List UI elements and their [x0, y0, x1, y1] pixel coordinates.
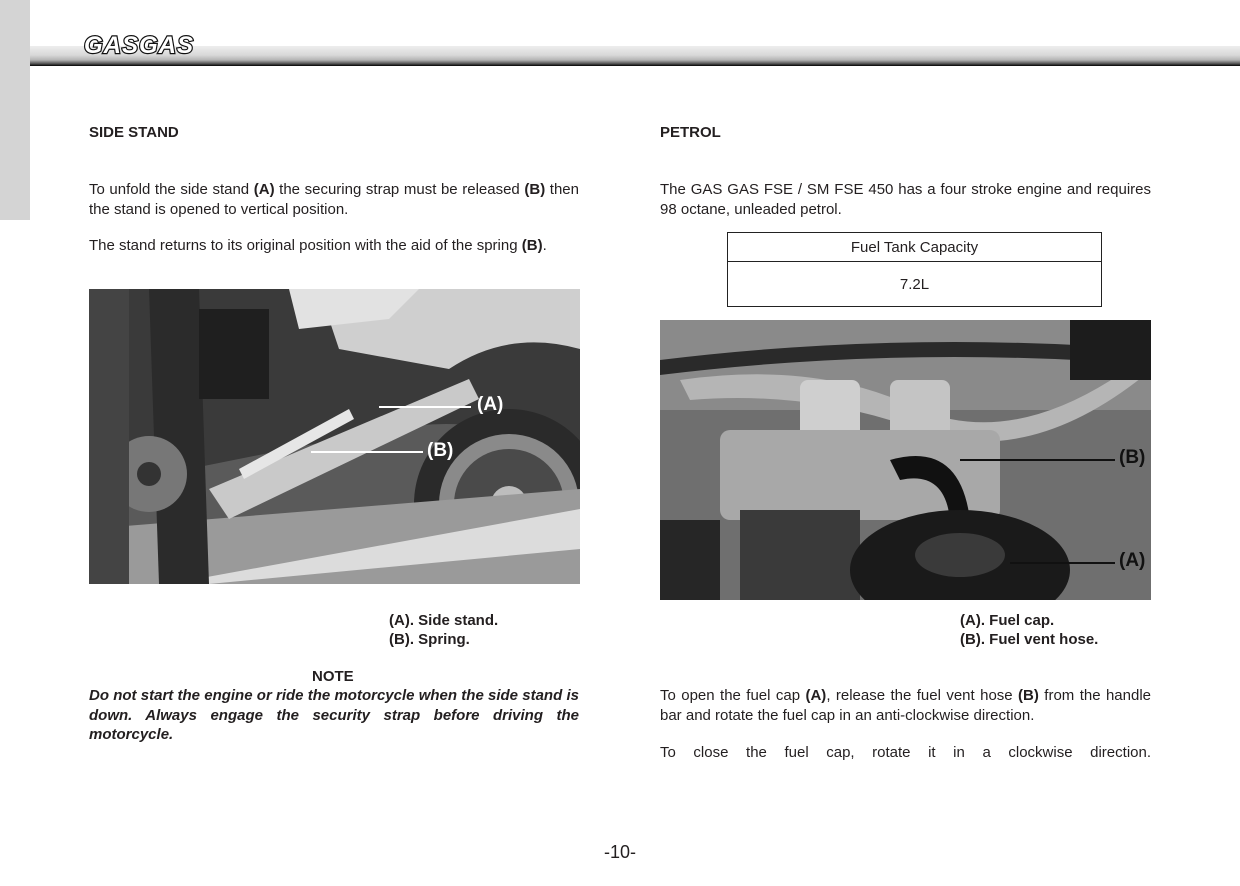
callout-b-label: (B) [427, 440, 454, 461]
petrol-intro: The GAS GAS FSE / SM FSE 450 has a four stroke engine and requires 98 octane, unleaded petrol. [660, 181, 1151, 218]
fuel-caption-b: (B). Fuel vent hose. [960, 631, 1099, 648]
text-run: then the stand is opened to vertical position. [89, 181, 579, 218]
callout-b-line [311, 451, 423, 453]
page-number: -10- [603, 842, 636, 862]
side-stand-caption-a: (A). Side stand. [389, 612, 499, 629]
bold-reference: (B) [1018, 687, 1039, 704]
text-run: . [542, 237, 547, 254]
section-heading-side-stand: SIDE STAND [89, 124, 179, 141]
bold-reference: (B) [521, 237, 543, 254]
fuel-cap-open-paragraph [660, 686, 1151, 725]
side-stand-paragraph-2 [89, 236, 579, 256]
gasgas-logo [82, 32, 268, 58]
fuel-caption-a: (A). Fuel cap. [960, 612, 1055, 629]
bold-reference: (A) [805, 687, 827, 704]
fuel-tank-table [727, 232, 1102, 307]
text-run: , release the fuel vent hose [826, 687, 1019, 704]
fuel-cap-photo [660, 320, 1151, 600]
side-stand-paragraph-1 [89, 180, 579, 219]
callout-a-label: (A) [477, 394, 504, 415]
side-stand-photo [89, 289, 580, 584]
fuel-cap-close-paragraph: To close the fuel cap, rotate it in a clockwise direction. [660, 744, 1151, 761]
side-stand-caption-b: (B). Spring. [389, 631, 470, 648]
side-tab [0, 0, 30, 220]
callout-a-line [1010, 562, 1115, 564]
bold-reference: (A) [253, 181, 275, 198]
text-run: the securing strap must be released [274, 181, 525, 198]
svg-text:GASGAS: GASGAS [84, 32, 195, 58]
bold-reference: (B) [524, 181, 546, 198]
callout-a-line [379, 406, 471, 408]
text-run: The stand returns to its original position with the aid of the spring [89, 237, 522, 254]
callout-a-label: (A) [1119, 550, 1146, 571]
callout-b-line [960, 459, 1115, 461]
callout-b-label: (B) [1119, 447, 1146, 468]
text-run: To unfold the side stand [89, 181, 254, 198]
fuel-tank-table-value: 7.2L [728, 262, 1102, 307]
text-run: To open the fuel cap [660, 687, 806, 704]
text-run: from the handle bar and rotate the fuel cap in an anti-clockwise direction. [660, 687, 1151, 724]
note-title: NOTE [312, 668, 354, 685]
section-heading-petrol: PETROL [660, 124, 721, 141]
fuel-tank-table-header: Fuel Tank Capacity [728, 233, 1102, 262]
note-body: Do not start the engine or ride the motorcycle when the side stand is down. Always engage the security strap before driving the motorcycle. [89, 687, 579, 743]
